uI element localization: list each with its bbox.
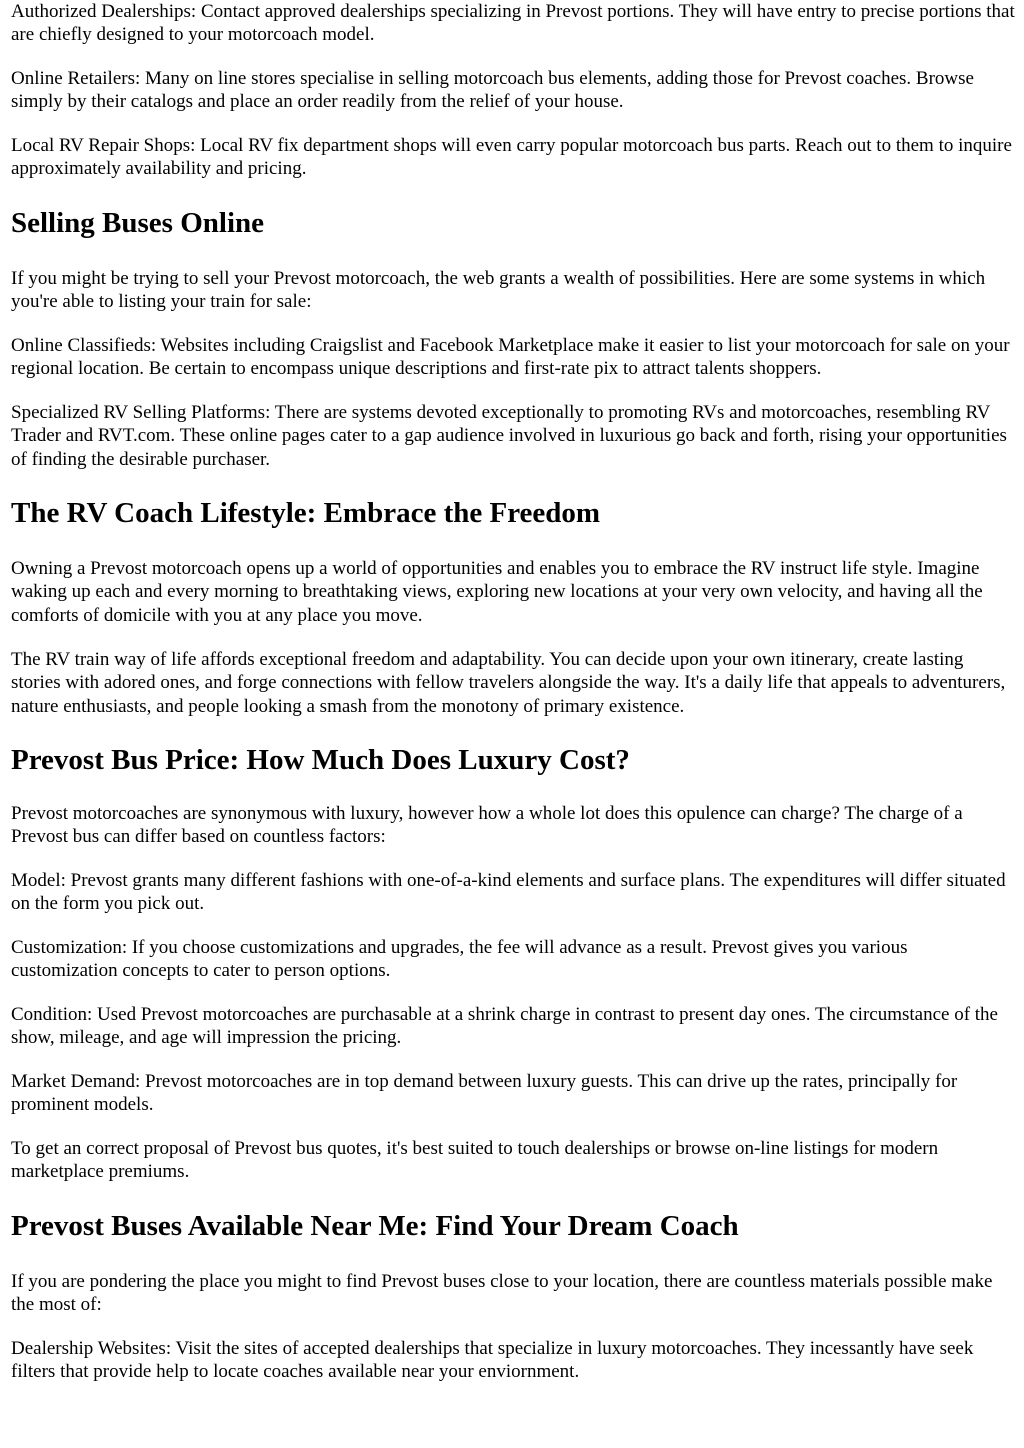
heading-rv-coach-lifestyle: The RV Coach Lifestyle: Embrace the Freedom <box>11 497 601 529</box>
paragraph-online-retailers: Online Retailers: Many on line stores specialise in selling motorcoach bus elements, adding those for Prevost coaches. Browse simply by their catalogs and place an order readily from the relief of your house. <box>11 68 974 113</box>
heading-selling-buses-online: Selling Buses Online <box>11 207 265 239</box>
paragraph-dealership-websites: Dealership Websites: Visit the sites of accepted dealerships that specialize in luxury motorcoaches. They incessantly have seek filters that provide help to locate coaches available near your enviornment. <box>11 1338 974 1383</box>
paragraph-owning-prevost: Owning a Prevost motorcoach opens up a world of opportunities and enables you to embrace the RV instruct life style. Imagine waking up each and every morning to breathtaking views, exploring new locations at your very own velocity, and having all the comforts of domicile with you at any place you move. <box>11 558 983 626</box>
paragraph-market-demand: Market Demand: Prevost motorcoaches are in top demand between luxury guests. This can drive up the rates, principally for prominent models. <box>11 1071 958 1116</box>
paragraph-selling-intro: If you might be trying to sell your Prevost motorcoach, the web grants a wealth of possibilities. Here are some systems in which you're able to listing your train for sale: <box>11 268 986 313</box>
paragraph-authorized-dealerships: Authorized Dealerships: Contact approved dealerships specializing in Prevost portions. They will have entry to precise portions that are chiefly designed to your motorcoach model. <box>11 1 1015 46</box>
paragraph-specialized-rv-platforms: Specialized RV Selling Platforms: There are systems devoted exceptionally to promoting RVs and motorcoaches, resembling RV Trader and RVT.com. These online pages cater to a gap audience involved in luxurious go back and forth, rising your opportunities of finding the desirable purchaser. <box>11 402 1007 470</box>
paragraph-near-me-intro: If you are pondering the place you might to find Prevost buses close to your location, there are countless materials possible make the most of: <box>11 1271 993 1316</box>
paragraph-local-rv-repair-shops: Local RV Repair Shops: Local RV fix department shops will even carry popular motorcoach bus parts. Reach out to them to inquire approximately availability and pricing. <box>11 135 1012 180</box>
heading-prevost-buses-near-me: Prevost Buses Available Near Me: Find Your Dream Coach <box>11 1210 739 1242</box>
heading-prevost-bus-price: Prevost Bus Price: How Much Does Luxury Cost? <box>11 744 630 776</box>
paragraph-model: Model: Prevost grants many different fashions with one-of-a-kind elements and surface plans. The expenditures will differ situated on the form you pick out. <box>11 870 1006 915</box>
paragraph-price-conclusion: To get an correct proposal of Prevost bus quotes, it's best suited to touch dealerships or browse on-line listings for modern marketplace premiums. <box>11 1138 939 1183</box>
paragraph-price-intro: Prevost motorcoaches are synonymous with luxury, however how a whole lot does this opulence can charge? The charge of a Prevost bus can differ based on countless factors: <box>11 803 963 848</box>
paragraph-rv-way-of-life: The RV train way of life affords exceptional freedom and adaptability. You can decide upon your own itinerary, create lasting stories with adored ones, and forge connections with fellow travelers alongside the way. It's a daily life that appeals to adventurers, nature enthusiasts, and people looking a smash from the monotony of primary existence. <box>11 649 1006 717</box>
paragraph-customization: Customization: If you choose customizations and upgrades, the fee will advance as a result. Prevost gives you various customization concepts to cater to person options. <box>11 937 908 982</box>
paragraph-online-classifieds: Online Classifieds: Websites including Craigslist and Facebook Marketplace make it easier to list your motorcoach for sale on your regional location. Be certain to encompass unique descriptions and first-rate pix to attract talents shoppers. <box>11 335 1010 380</box>
paragraph-condition: Condition: Used Prevost motorcoaches are purchasable at a shrink charge in contrast to present day ones. The circumstance of the show, mileage, and age will impression the pricing. <box>11 1004 998 1049</box>
